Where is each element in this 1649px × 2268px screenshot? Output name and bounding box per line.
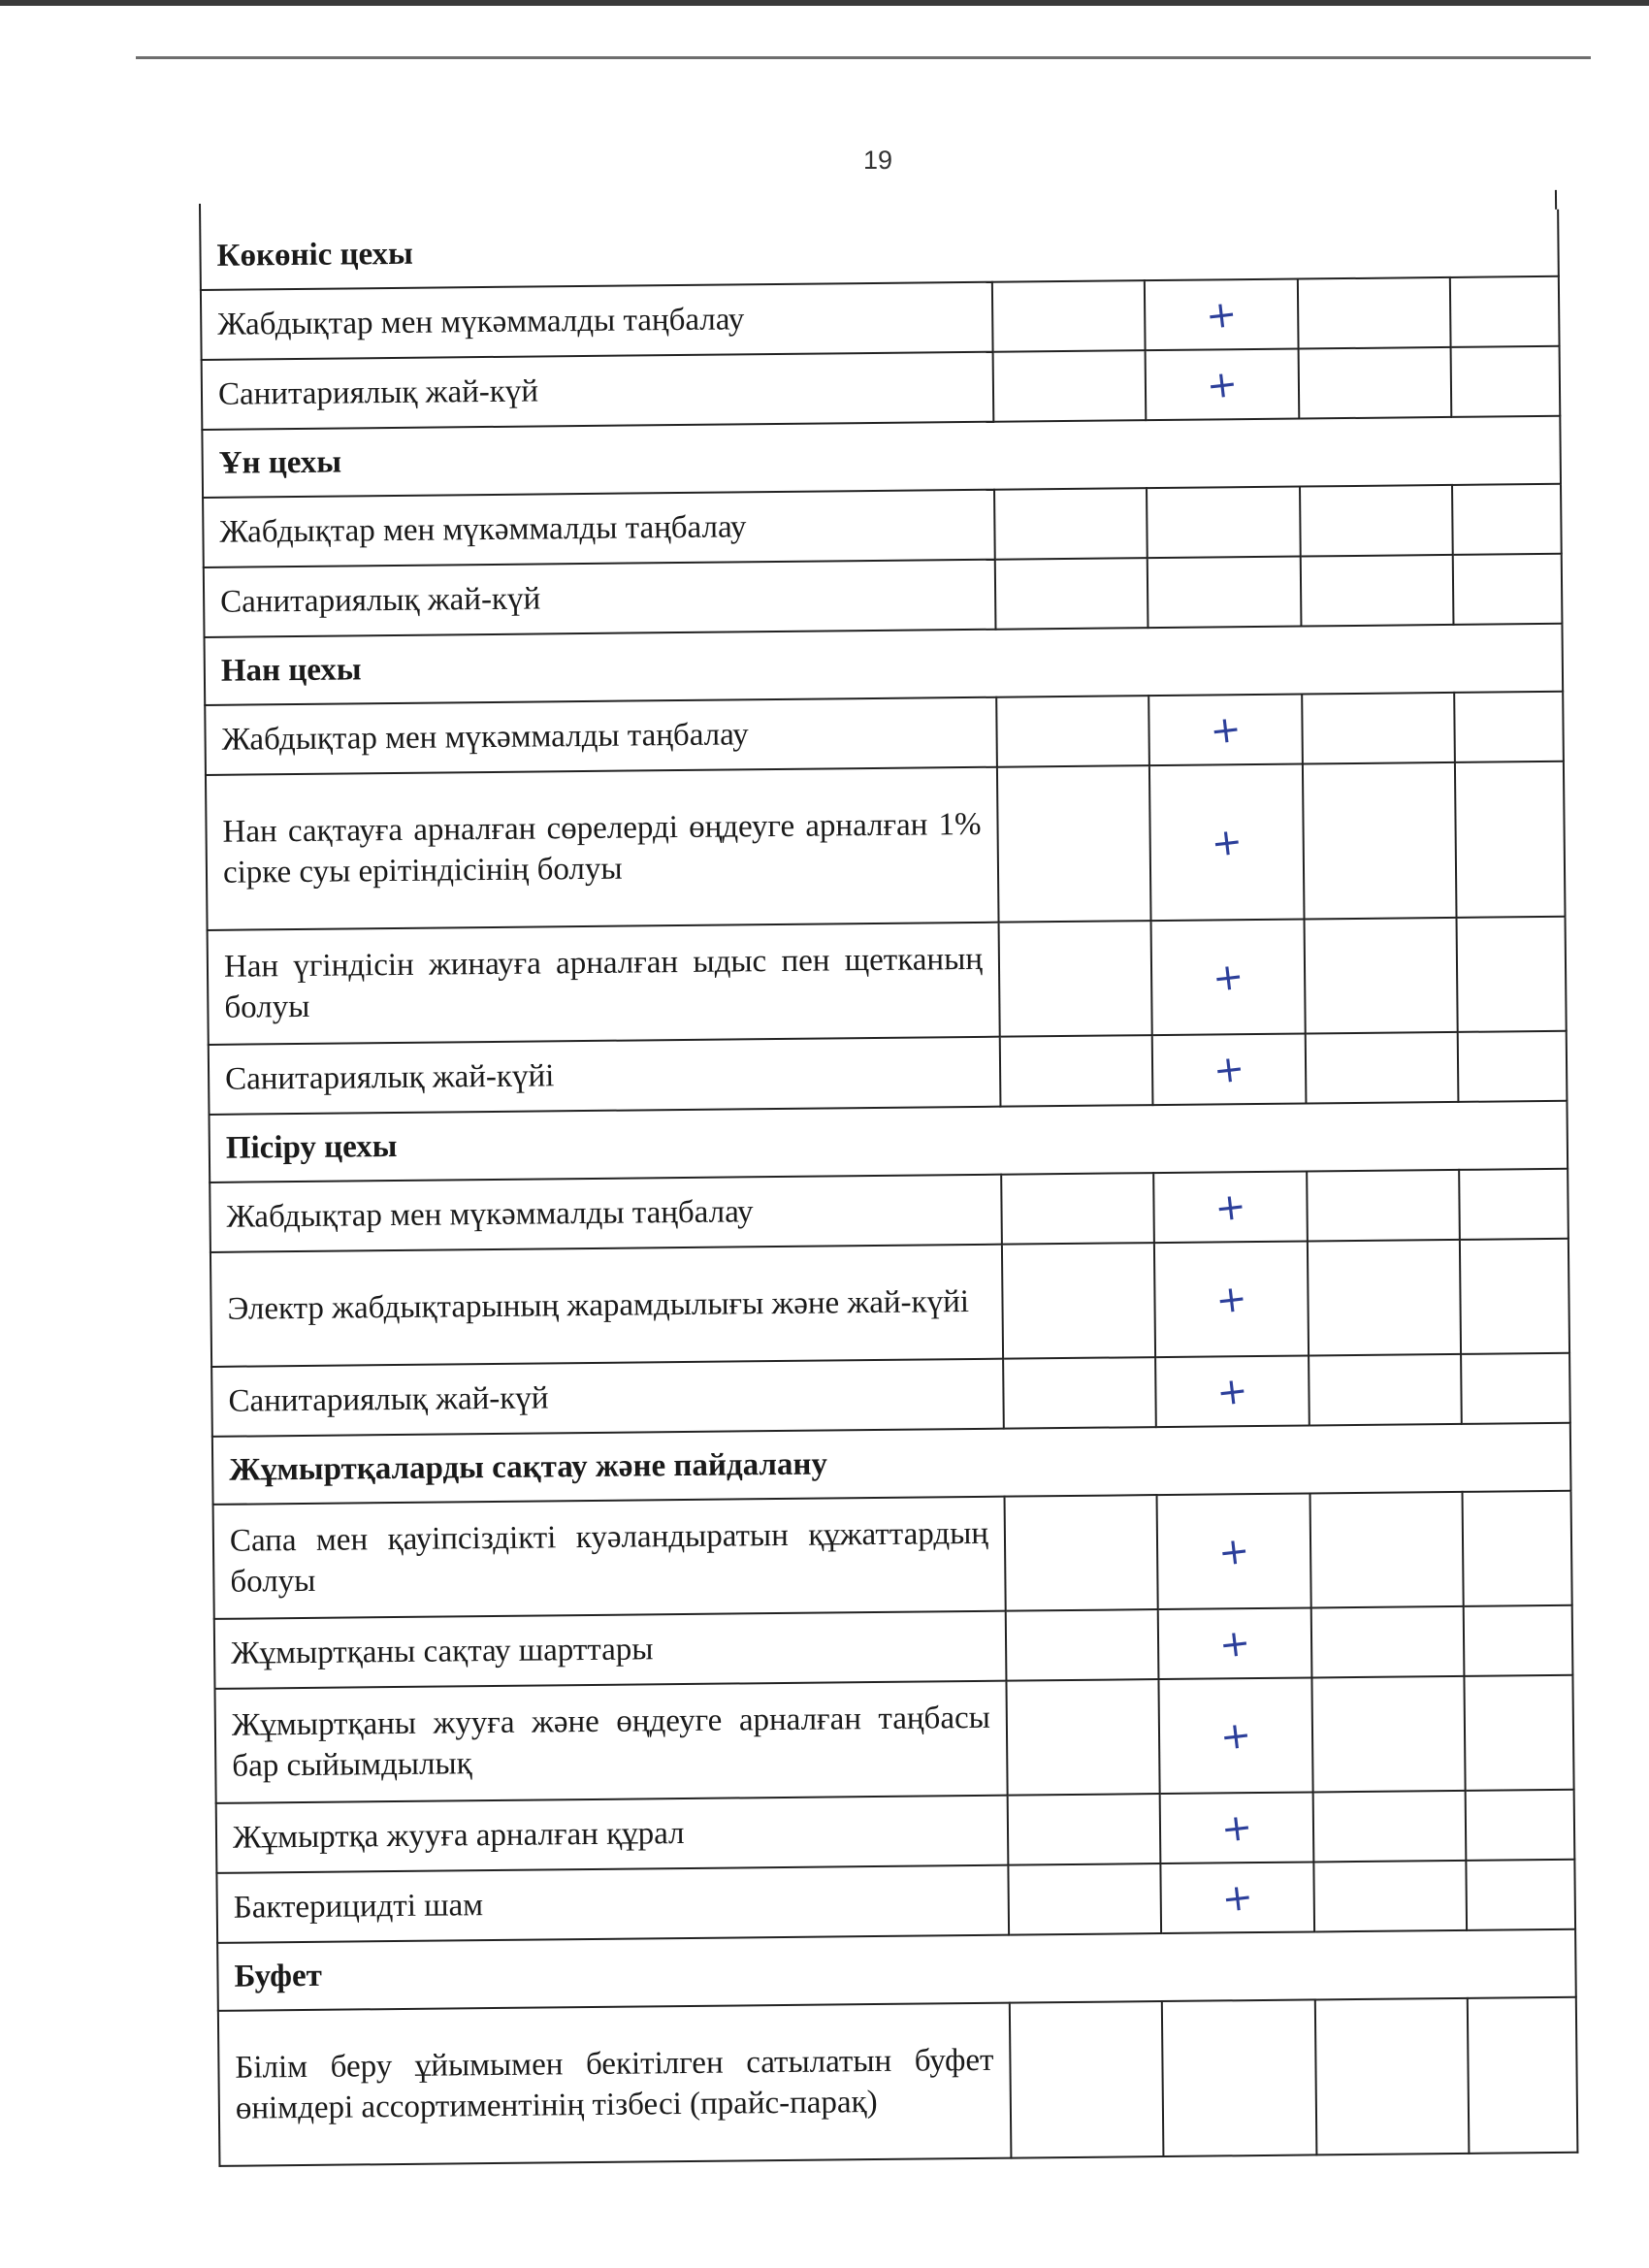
mark-cell[interactable] xyxy=(1147,487,1301,559)
section-title: Буфет xyxy=(217,1929,1576,2011)
mark-cell[interactable] xyxy=(1152,1033,1307,1105)
mark-cell[interactable] xyxy=(1308,1240,1461,1356)
scan-top-edge xyxy=(0,0,1649,6)
row-label: Нан үгіндісін жинауға арналған ыдыс пен щетканың болуы xyxy=(208,923,1000,1045)
mark-cell[interactable] xyxy=(994,488,1148,560)
mark-cell[interactable] xyxy=(1154,1241,1309,1357)
mark-cell[interactable] xyxy=(1459,1169,1568,1240)
row-label: Жұмыртқа жууға арналған құрал xyxy=(216,1796,1009,1873)
checklist-row xyxy=(208,917,1567,1045)
mark-cell[interactable] xyxy=(1155,1355,1310,1427)
mark-cell[interactable] xyxy=(1010,2001,1164,2158)
handwritten-check-mark: + xyxy=(1215,1528,1252,1574)
mark-cell[interactable] xyxy=(996,696,1149,767)
handwritten-check-mark: + xyxy=(1218,1804,1255,1851)
mark-cell[interactable] xyxy=(1145,279,1299,351)
section-title: Ұн цехы xyxy=(202,416,1561,498)
mark-cell[interactable] xyxy=(1455,761,1566,918)
mark-cell[interactable] xyxy=(1458,1031,1568,1102)
mark-cell[interactable] xyxy=(1158,1607,1312,1679)
mark-cell[interactable] xyxy=(1162,1999,1317,2156)
mark-cell[interactable] xyxy=(1463,1491,1572,1606)
row-label: Электр жабдықтарының жарамдылығы және жай-күйі xyxy=(210,1245,1003,1367)
mark-cell[interactable] xyxy=(1005,1495,1158,1611)
mark-cell[interactable] xyxy=(1466,1790,1575,1861)
mark-cell[interactable] xyxy=(1457,917,1567,1032)
mark-cell[interactable] xyxy=(997,765,1151,923)
mark-cell[interactable] xyxy=(1298,277,1451,349)
mark-cell[interactable] xyxy=(1461,1353,1570,1424)
mark-cell[interactable] xyxy=(993,350,1147,422)
section-title: Жұмыртқаларды сақтау және пайдалану xyxy=(212,1423,1571,1505)
row-label: Санитариялық жай-күй xyxy=(204,560,996,637)
mark-cell[interactable] xyxy=(1466,1860,1575,1930)
header-rule xyxy=(136,56,1591,59)
checklist-sheet xyxy=(199,190,1557,2126)
row-label: Жұмыртқаны жууға және өңдеуге арналған таңбасы бар сыйымдылық xyxy=(214,1681,1007,1803)
handwritten-check-mark: + xyxy=(1204,361,1241,408)
mark-cell[interactable] xyxy=(1008,1794,1161,1865)
mark-cell[interactable] xyxy=(1452,484,1562,555)
section-title: Нан цехы xyxy=(205,624,1564,705)
mark-cell[interactable] xyxy=(1305,918,1458,1034)
mark-cell[interactable] xyxy=(1006,1609,1159,1681)
row-label: Білім беру ұйымымен бекітілген сатылатын буфет өнімдері ассортиментінің тізбесі (прайс-парақ) xyxy=(218,2003,1012,2166)
mark-cell[interactable] xyxy=(1313,1861,1467,1932)
mark-cell[interactable] xyxy=(1158,1677,1312,1794)
mark-cell[interactable] xyxy=(1008,1863,1161,1935)
handwritten-check-mark: + xyxy=(1208,706,1244,753)
handwritten-check-mark: + xyxy=(1211,1046,1247,1092)
row-label: Санитариялық жай-күйі xyxy=(209,1037,1001,1115)
mark-cell[interactable] xyxy=(995,558,1148,630)
mark-cell[interactable] xyxy=(992,280,1146,352)
mark-cell[interactable] xyxy=(1146,349,1300,421)
mark-cell[interactable] xyxy=(1302,693,1455,764)
mark-cell[interactable] xyxy=(1153,1171,1308,1243)
row-label: Жабдықтар мен мүкәммалды таңбалау xyxy=(203,490,995,567)
mark-cell[interactable] xyxy=(1310,1492,1464,1608)
mark-cell[interactable] xyxy=(1306,1032,1459,1104)
mark-cell[interactable] xyxy=(1303,762,1457,920)
mark-cell[interactable] xyxy=(1149,764,1305,922)
mark-cell[interactable] xyxy=(1454,692,1564,762)
row-label: Бактерицидті шам xyxy=(216,1865,1009,1943)
handwritten-check-mark: + xyxy=(1217,1712,1254,1759)
checklist-row xyxy=(214,1675,1573,1803)
mark-cell[interactable] xyxy=(1464,1675,1573,1791)
handwritten-check-mark: + xyxy=(1210,954,1246,1000)
handwritten-check-mark: + xyxy=(1212,1183,1248,1230)
mark-cell[interactable] xyxy=(1300,485,1453,557)
checklist-row xyxy=(218,1997,1578,2166)
handwritten-check-mark: + xyxy=(1216,1620,1253,1667)
mark-cell[interactable] xyxy=(1003,1357,1156,1429)
mark-cell[interactable] xyxy=(999,921,1152,1037)
row-label: Санитариялық жай-күй xyxy=(211,1359,1004,1437)
mark-cell[interactable] xyxy=(1148,557,1302,629)
mark-cell[interactable] xyxy=(1468,1997,1578,2154)
mark-cell[interactable] xyxy=(1313,1791,1467,1863)
mark-cell[interactable] xyxy=(1307,1170,1460,1242)
checklist-row xyxy=(206,761,1566,930)
row-label: Жабдықтар мен мүкәммалды таңбалау xyxy=(201,282,993,360)
mark-cell[interactable] xyxy=(1002,1243,1155,1359)
mark-cell[interactable] xyxy=(1160,1792,1314,1863)
mark-cell[interactable] xyxy=(1309,1354,1462,1426)
mark-cell[interactable] xyxy=(1006,1679,1159,1796)
row-label: Жұмыртқаны сақтау шарттары xyxy=(214,1611,1007,1689)
mark-cell[interactable] xyxy=(1148,695,1303,766)
table-continuation-right xyxy=(1555,190,1557,210)
checklist-row xyxy=(210,1239,1569,1367)
handwritten-check-mark: + xyxy=(1213,1276,1249,1322)
mark-cell[interactable] xyxy=(1151,920,1306,1036)
table-continuation-left xyxy=(199,204,201,223)
mark-cell[interactable] xyxy=(1460,1239,1569,1354)
mark-cell[interactable] xyxy=(1000,1035,1153,1107)
checklist-row xyxy=(213,1491,1572,1619)
mark-cell[interactable] xyxy=(1311,1676,1465,1793)
row-label: Жабдықтар мен мүкәммалды таңбалау xyxy=(210,1175,1002,1252)
mark-cell[interactable] xyxy=(1311,1606,1465,1678)
row-label: Санитариялық жай-күй xyxy=(202,352,994,430)
handwritten-check-mark: + xyxy=(1203,291,1240,339)
mark-cell[interactable] xyxy=(1450,276,1560,347)
row-label: Сапа мен қауіпсіздікті куәландыратын құжаттардың болуы xyxy=(213,1497,1006,1619)
row-label: Жабдықтар мен мүкәммалды таңбалау xyxy=(205,697,997,775)
mark-cell[interactable] xyxy=(1160,1862,1314,1933)
mark-cell[interactable] xyxy=(1001,1173,1154,1245)
mark-cell[interactable] xyxy=(1157,1493,1311,1609)
mark-cell[interactable] xyxy=(1315,1998,1470,2155)
mark-cell[interactable] xyxy=(1301,555,1454,627)
mark-cell[interactable] xyxy=(1299,347,1452,419)
handwritten-check-mark: + xyxy=(1209,819,1245,865)
row-label: Нан сақтауға арналған сөрелерді өңдеуге арналған 1% сірке суы ерітіндісінің болуы xyxy=(206,767,999,930)
section-title: Пісіру цехы xyxy=(210,1101,1568,1183)
checklist-body xyxy=(200,210,1577,2166)
page-number: 19 xyxy=(862,146,893,175)
handwritten-check-mark: + xyxy=(1214,1368,1250,1414)
mark-cell[interactable] xyxy=(1451,346,1561,417)
mark-cell[interactable] xyxy=(1464,1605,1573,1676)
checklist-table xyxy=(199,210,1578,2167)
handwritten-check-mark: + xyxy=(1219,1874,1256,1921)
section-title: Көкөніс цехы xyxy=(200,210,1559,290)
mark-cell[interactable] xyxy=(1453,554,1563,625)
